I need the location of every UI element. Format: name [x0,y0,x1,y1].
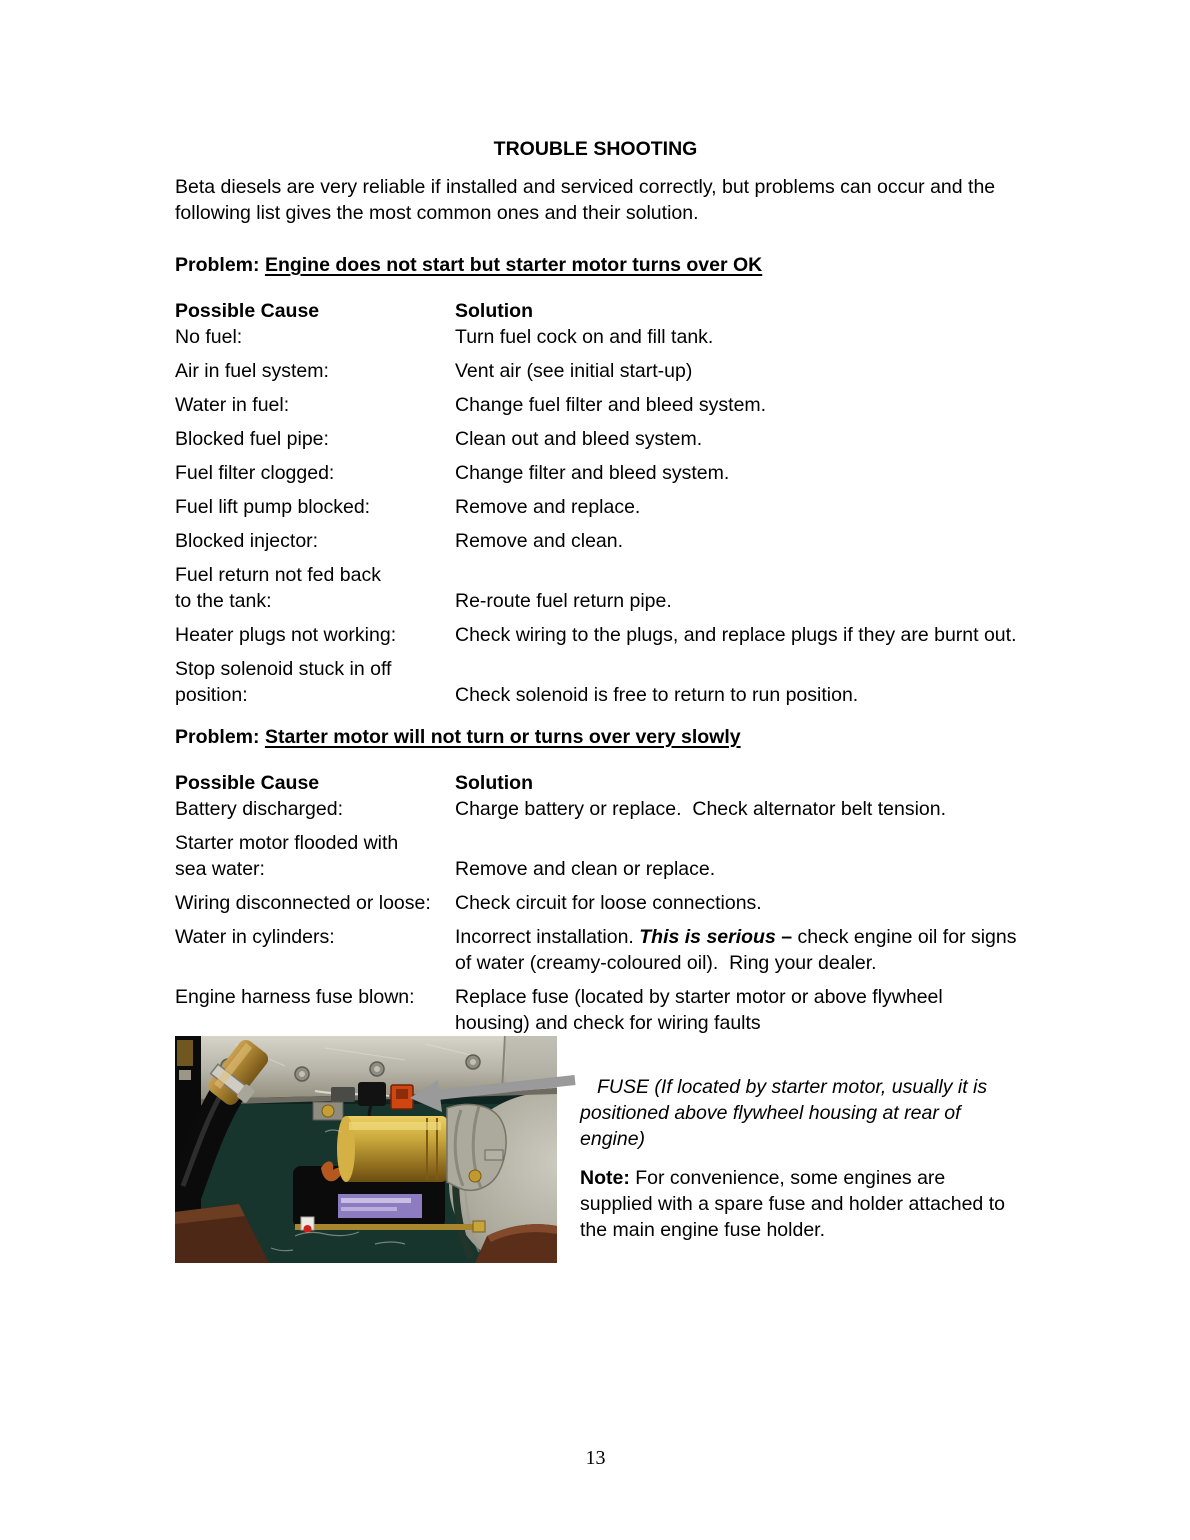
cause-solution-table-1 [175,298,1016,708]
cause-solution-table-2 [175,770,1016,1036]
solution-cell: Remove and clean. [455,530,624,552]
table-row [175,358,1016,384]
table-row [175,656,1016,708]
intro-paragraph: Beta diesels are very reliable if installed and serviced correctly, but problems can occur and the following list gives the most common ones and their solution. [175,176,996,224]
cause-cell: Starter motor flooded with sea water: [175,832,399,880]
cause-cell: Fuel lift pump blocked: [175,496,371,518]
solution-cell: Check wiring to the plugs, and replace plugs if they are burnt out. [455,624,1017,646]
solution-cell: Vent air (see initial start-up) [455,360,693,382]
solution-cell: Remove and replace. [455,496,641,518]
note-paragraph: Note: For convenience, some engines are supplied with a spare fuse and holder attached to the main engine fuse holder. [580,1167,1005,1241]
cause-cell: Blocked fuel pipe: [175,428,329,450]
table-row [175,426,1016,452]
table-header-row [175,770,1016,796]
table-row [175,460,1016,486]
solution-header: Solution [455,772,533,794]
solution-header: Solution [455,300,533,322]
solution-cell: Remove and clean or replace. [455,858,716,880]
figure-caption: FUSE (If located by starter motor, usually it is positioned above flywheel housing at rear of engine) [580,1076,988,1150]
table-row [175,924,1016,976]
solution-cell: Re-route fuel return pipe. [455,590,672,612]
table-row [175,796,1016,822]
fuse-figure [175,1036,1016,1263]
table-row [175,890,1016,916]
cause-cell: Air in fuel system: [175,360,329,382]
problem-heading-1: Problem: Engine does not start but starter motor turns over OK [175,254,763,276]
table-row [175,622,1016,648]
cause-cell: Fuel filter clogged: [175,462,335,484]
engine-starter-photo [175,1036,557,1263]
cause-cell: Fuel return not fed back to the tank: [175,564,381,612]
page-number: 13 [585,1447,606,1469]
table-row [175,494,1016,520]
table-row [175,830,1016,882]
problem-title-underlined: Starter motor will not turn or turns over very slowly [264,726,741,748]
figure-text-column [580,1036,1016,1263]
cause-cell: Battery discharged: [175,798,344,820]
solution-cell: Change filter and bleed system. [455,462,730,484]
page-title: TROUBLE SHOOTING [493,138,698,160]
cause-cell: Water in fuel: [175,394,290,416]
serious-warning-text: This is serious [639,926,776,948]
cause-cell: Stop solenoid stuck in off position: [175,658,392,706]
solution-cell: Check solenoid is free to return to run position. [455,684,859,706]
problem-title-underlined: Engine does not start but starter motor turns over OK [264,254,763,276]
cause-cell: Water in cylinders: [175,926,335,948]
table-row [175,392,1016,418]
table-row [175,984,1016,1036]
table-row [175,528,1016,554]
table-row [175,324,1016,350]
table-row [175,562,1016,614]
solution-cell: Turn fuel cock on and fill tank. [455,326,714,348]
solution-cell: Replace fuse (located by starter motor or above flywheel housing) and check for wiring faults [455,986,943,1034]
solution-cell: Charge battery or replace. Check alternator belt tension. [455,798,947,820]
solution-cell: Check circuit for loose connections. [455,892,762,914]
note-label: Note: [580,1167,630,1189]
problem-heading-2: Problem: Starter motor will not turn or turns over very slowly [175,726,741,748]
cause-cell: No fuel: [175,326,243,348]
solution-cell: Clean out and bleed system. [455,428,703,450]
cause-header: Possible Cause [175,772,320,794]
solution-cell: Change fuel filter and bleed system. [455,394,767,416]
cause-cell: Wiring disconnected or loose: [175,892,431,914]
cause-cell: Heater plugs not working: [175,624,397,646]
solution-cell: Incorrect installation. This is serious – check engine oil for signs of water (creamy-coloured oil). Ring your dealer. [455,926,1017,974]
cause-header: Possible Cause [175,300,320,322]
table-header-row [175,298,1016,324]
cause-cell: Engine harness fuse blown: [175,986,415,1008]
cause-cell: Blocked injector: [175,530,319,552]
